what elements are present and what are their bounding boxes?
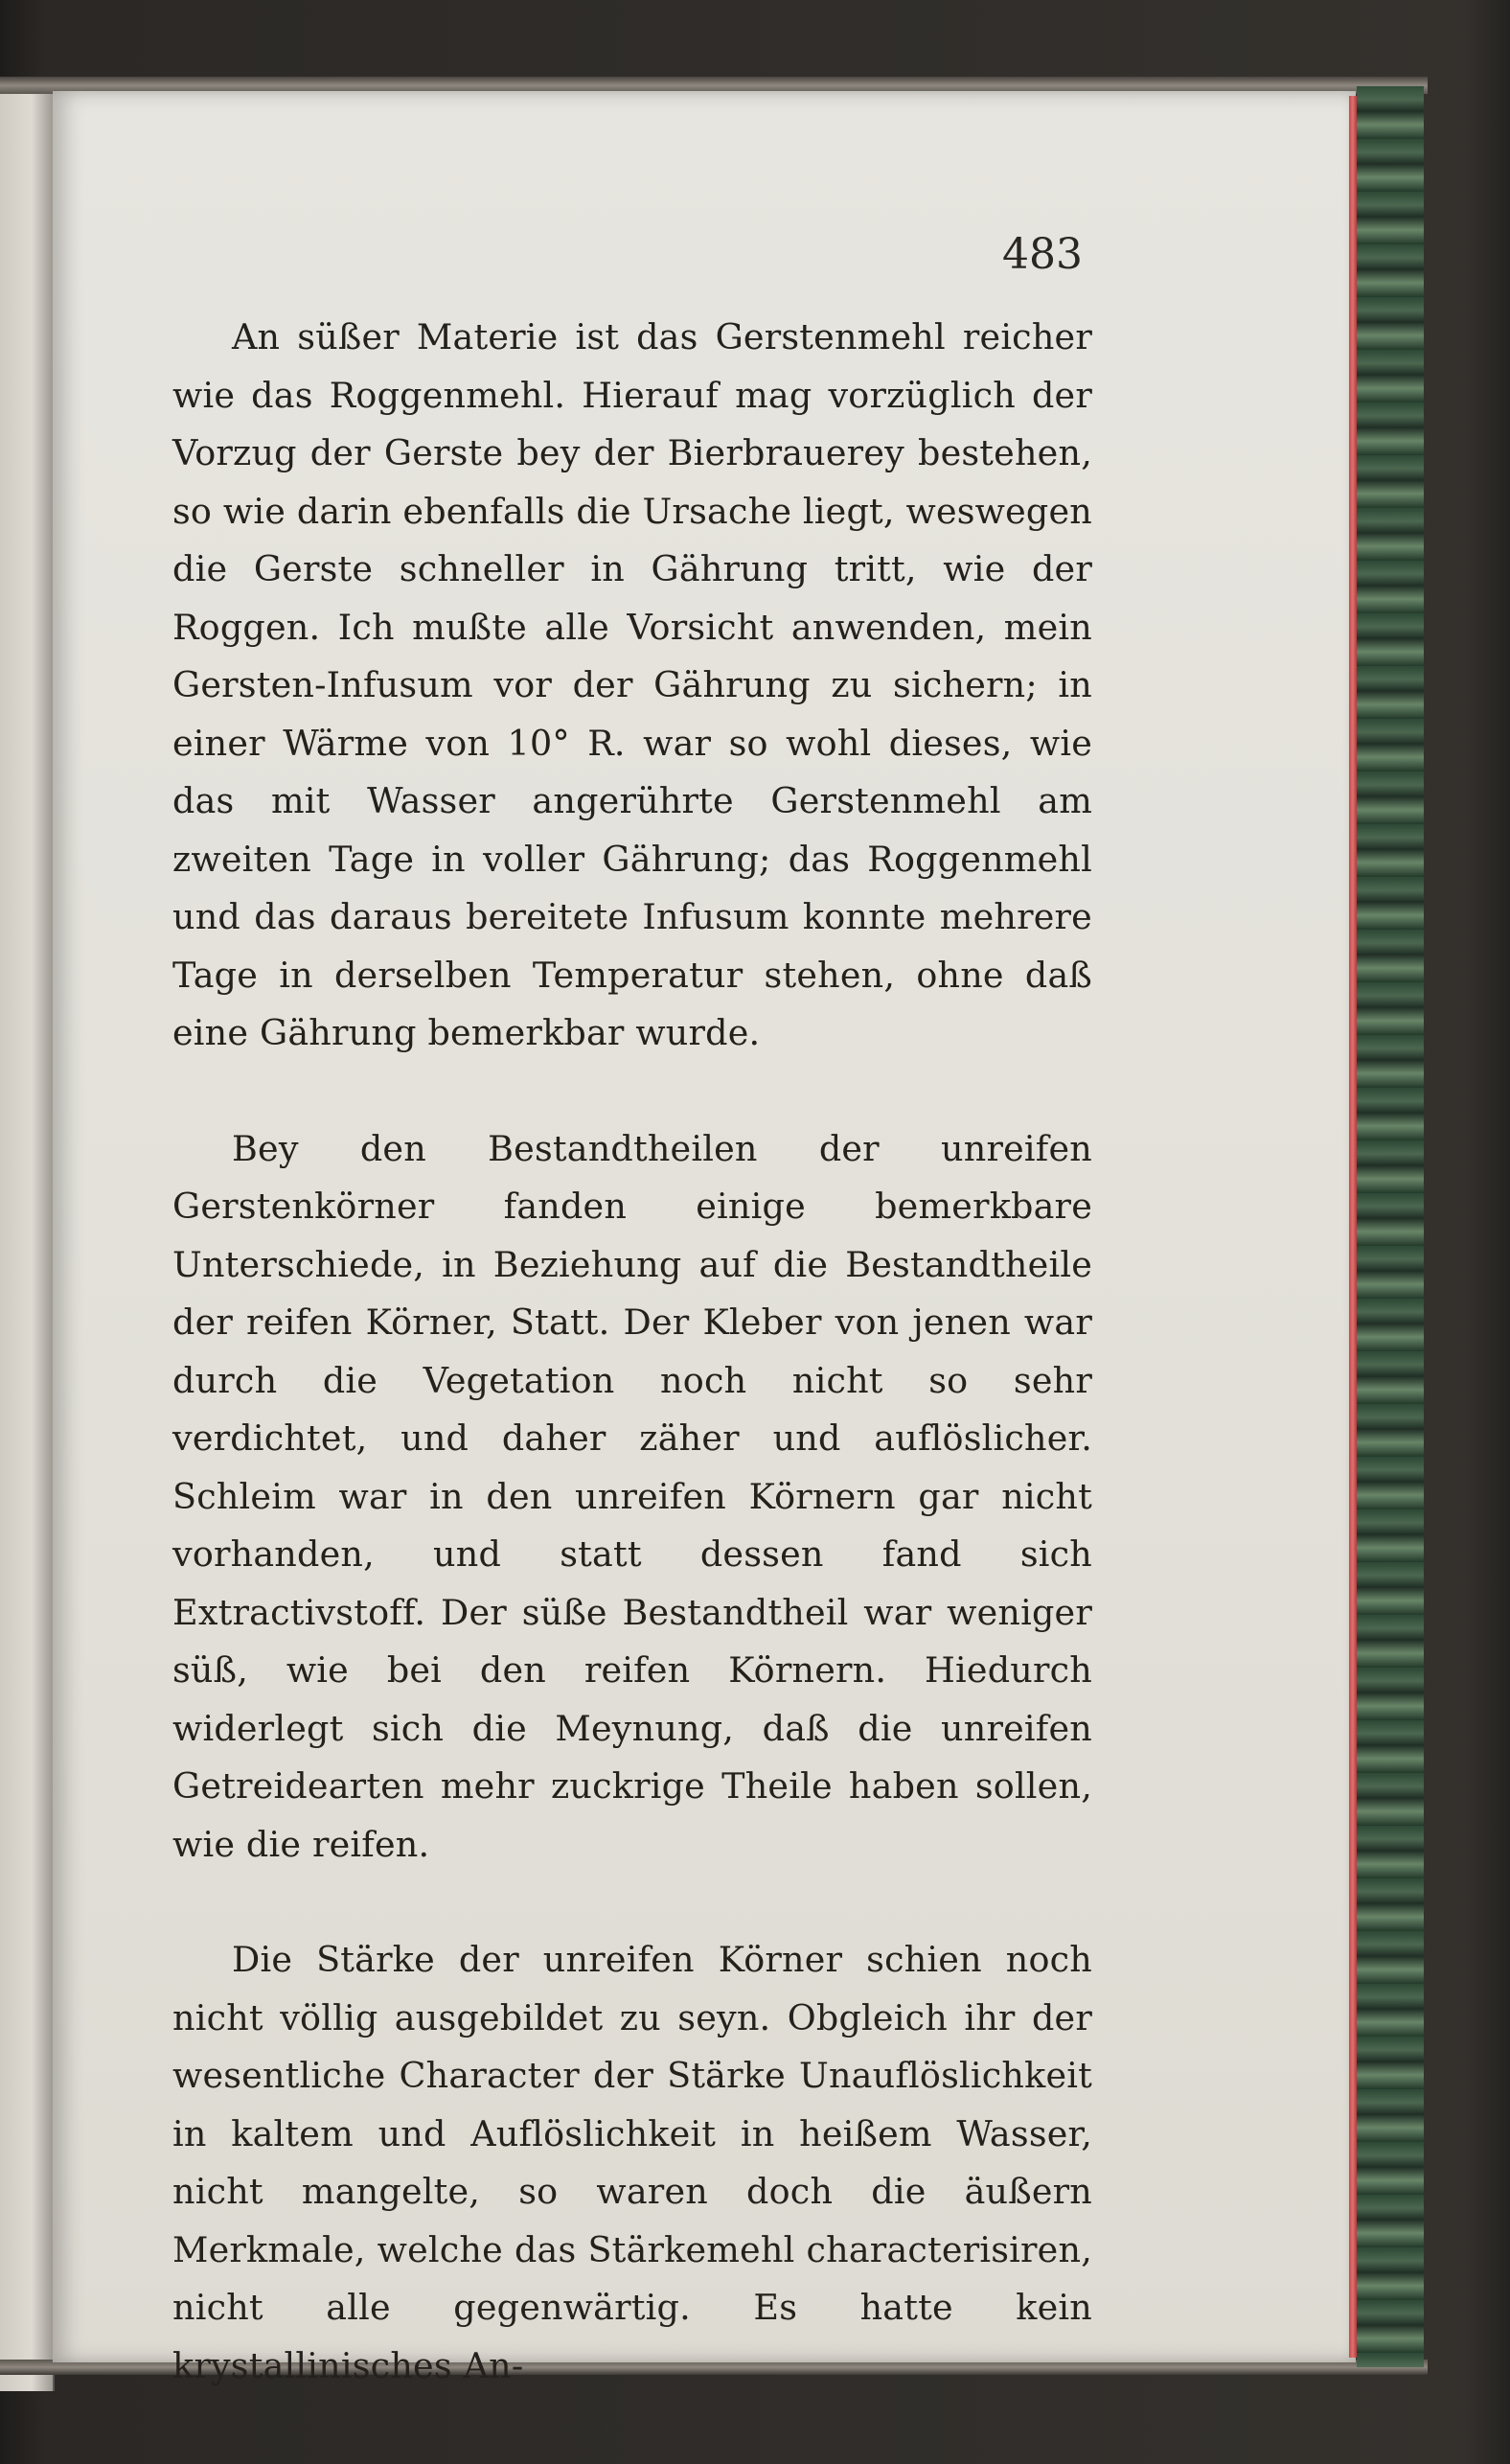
book-cover-edge (1357, 86, 1424, 2367)
paragraph-1: An süßer Materie ist das Gerstenmehl reicher wie das Roggenmehl. Hierauf mag vorzüglich der Vorzug der Gerste bey der Bierbrauerey bestehen, so wie darin ebenfalls die Ursache liegt, weswegen die Gerste schneller in Gährung tritt, wie der Roggen. Ich mußte alle Vorsicht anwenden, mein Gersten-Infusum vor der Gährung zu sichern; in einer Wärme von 10° R. war so wohl dieses, wie das mit Wasser angerührte Gerstenmehl am zweiten Tage in voller Gährung; das Roggenmehl und das daraus bereitete Infusum konnte mehrere Tage in derselben Temperatur stehen, ohne daß eine Gährung bemerkbar wurde. (172, 316, 1092, 1053)
page-text (172, 309, 1092, 2395)
page-number: 483 (1002, 230, 1083, 279)
facing-page-edge (0, 81, 55, 2391)
red-page-edge (1349, 96, 1357, 2358)
paragraph-2: Bey den Bestandtheilen der unreifen Gerstenkörner fanden einige bemerkbare Unterschiede, in Beziehung auf die Bestandtheile der reifen Körner, Statt. Der Kleber von jenen war durch die Vegetation noch nicht so sehr verdichtet, und daher zäher und auflöslicher. Schleim war in den unreifen Körnern gar nicht vorhanden, und statt dessen fand sich Extractivstoff. Der süße Bestandtheil war weniger süß, wie bei den reifen Körnern. Hiedurch widerlegt sich die Meynung, daß die unreifen Getreidearten mehr zuckrige Theile haben sollen, wie die reifen. (172, 1127, 1092, 1865)
paragraph-3: Die Stärke der unreifen Körner schien noch nicht völlig ausgebildet zu seyn. Obgleich ihr der wesentliche Character der Stärke Unauflöslichkeit in kaltem und Auflöslichkeit in heißem Wasser, nicht mangelte, so waren doch die äußern Merkmale, welche das Stärkemehl characterisiren, nicht alle gegenwärtig. Es hatte kein krystallinisches An- (172, 1939, 1092, 2386)
